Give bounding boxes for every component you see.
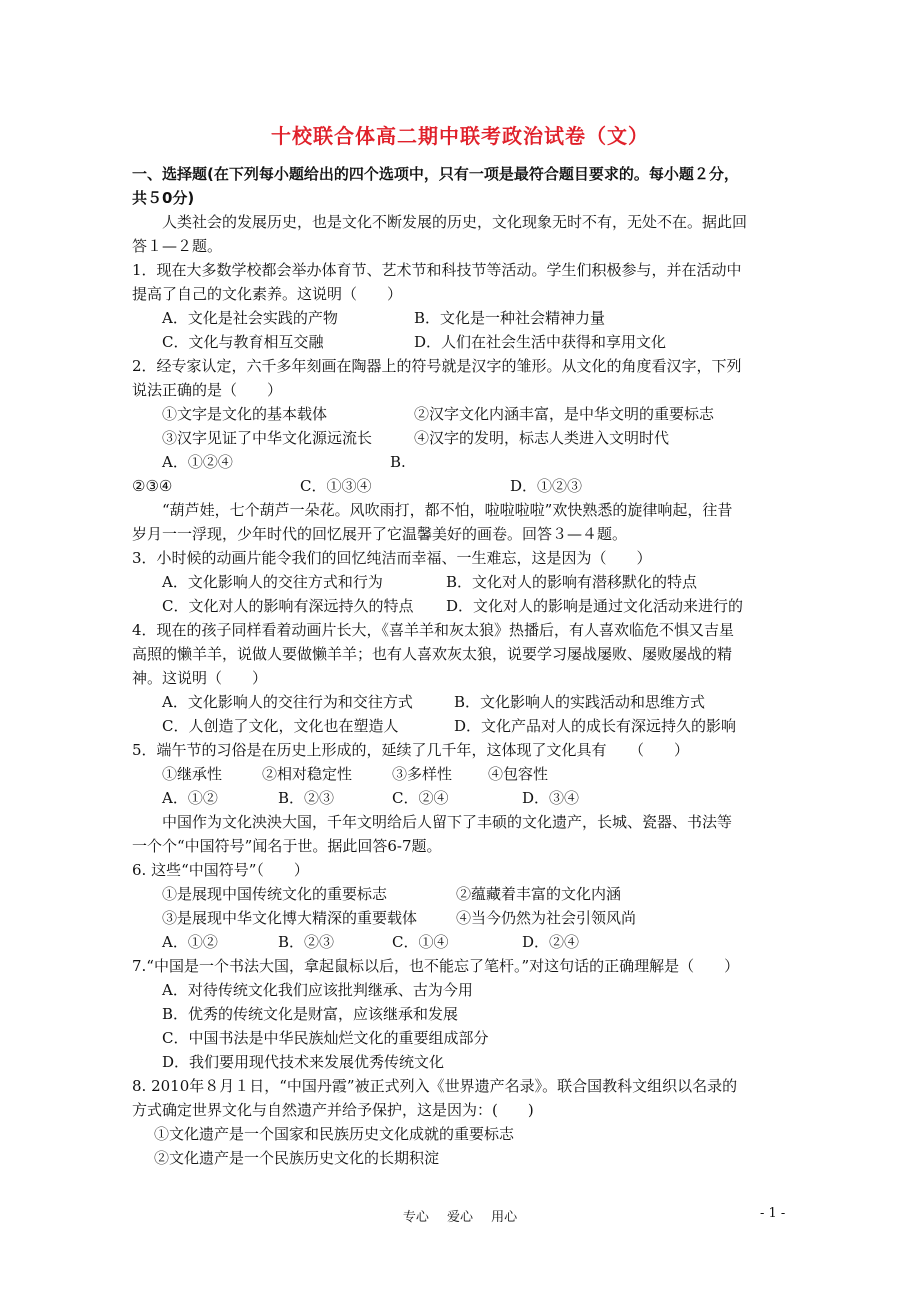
q4-option-a: A．文化影响人的交往行为和交往方式 [162,693,413,711]
q2-option-b-value: ②③④ [132,477,173,495]
q5-option-d: D．③④ [522,789,580,807]
q6-option-d: D．②④ [522,933,580,951]
q7-option-b: B．优秀的传统文化是财富，应该继承和发展 [162,1005,459,1023]
q6-option-a: A．①② [162,933,218,951]
intro-paragraph-3-cont: 一个个“中国符号”闻名于世。据此回答6-7题。 [132,837,442,855]
question-8-cont: 方式确定世界文化与自然遗产并给予保护，这是因为：( ) [132,1101,534,1119]
q7-option-c: C．中国书法是中华民族灿烂文化的重要组成部分 [162,1029,489,1047]
q2-statement-4: ④汉字的发明，标志人类进入文明时代 [414,429,670,447]
q6-statement-2: ②蕴藏着丰富的文化内涵 [456,885,622,903]
q3-option-a: A．文化影响人的交往方式和行为 [162,573,383,591]
q4-option-b: B．文化影响人的实践活动和思维方式 [454,693,706,711]
question-2-cont: 说法正确的是（ ） [132,381,283,399]
question-4-cont: 高照的懒羊羊，说做人要做懒羊羊；也有人喜欢灰太狼，说要学习屡战屡败、屡败屡战的精 [132,645,733,663]
question-4: 4．现在的孩子同样看着动画片长大，《喜羊羊和灰太狼》热播后，有人喜欢临危不惧又吉星 [132,621,735,639]
q6-option-b: B．②③ [278,933,335,951]
q7-option-a: A．对待传统文化我们应该批判继承、古为今用 [162,981,473,999]
q3-option-c: C．文化对人的影响有深远持久的特点 [162,597,414,615]
q1-option-d: D．人们在社会生活中获得和享用文化 [414,333,667,351]
q6-statement-1: ①是展现中国传统文化的重要标志 [162,885,388,903]
q2-option-b: B. [390,453,406,471]
question-2: 2．经专家认定，六千多年刻画在陶器上的符号就是汉字的雏形。从文化的角度看汉字，下列 [132,357,742,375]
question-1: 1．现在大多数学校都会举办体育节、艺术节和科技节等活动。学生们积极参与，并在活动中 [132,261,742,279]
q5-statement-1: ①继承性 [162,765,223,783]
q3-option-b: B．文化对人的影响有潜移默化的特点 [446,573,698,591]
q6-statement-4: ④当今仍然为社会引领风尚 [456,909,637,927]
question-7: 7.“中国是一个书法大国，拿起鼠标以后，也不能忘了笔杆。”对这句话的正确理解是（ ） [132,957,740,975]
q2-option-a: A．①②④ [162,453,233,471]
q6-option-c: C．①④ [392,933,449,951]
q2-statement-1: ①文字是文化的基本载体 [162,405,328,423]
intro-paragraph-2: “葫芦娃，七个葫芦一朵花。风吹雨打，都不怕，啦啦啦啦”欢快熟悉的旋律响起，往昔 [162,501,733,519]
q2-statement-3: ③汉字见证了中华文化源远流长 [162,429,373,447]
footer-motto: 专心 爱心 用心 [402,1210,518,1225]
intro-paragraph-2-cont: 岁月一一浮现，少年时代的回忆展开了它温馨美好的画卷。回答３—４题。 [132,525,628,543]
question-4-cont-2: 神。这说明（ ） [132,669,268,687]
intro-paragraph-cont: 答１—２题。 [132,237,223,255]
section-header-cont: 共５0分) [132,189,195,207]
q5-option-b: B．②③ [278,789,335,807]
section-header: 一、选择题(在下列每小题给出的四个选项中，只有一项是最符合题目要求的。每小题２分， [132,165,739,183]
q7-option-d: D．我们要用现代技术来发展优秀传统文化 [162,1053,445,1071]
q4-option-d: D．文化产品对人的成长有深远持久的影响 [454,717,737,735]
intro-paragraph-3: 中国作为文化泱泱大国，千年文明给后人留下了丰硕的文化遗产，长城、瓷器、书法等 [162,813,733,831]
q5-option-a: A．①② [162,789,218,807]
q8-statement-2: ②文化遗产是一个民族历史文化的长期积淀 [154,1149,440,1167]
page-number: - 1 - [760,1206,786,1221]
q5-statement-4: ④包容性 [488,765,549,783]
q6-statement-3: ③是展现中华文化博大精深的重要载体 [162,909,418,927]
q1-option-c: C．文化与教育相互交融 [162,333,324,351]
q1-option-b: B．文化是一种社会精神力量 [414,309,606,327]
q2-option-c: C．①③④ [300,477,372,495]
question-6: 6. 这些“中国符号”（ ） [132,861,309,879]
question-5: 5．端午节的习俗是在历史上形成的，延续了几千年，这体现了文化具有 （ ） [132,741,690,759]
q2-option-d: D．①②③ [510,477,583,495]
q4-option-c: C．人创造了文化，文化也在塑造人 [162,717,399,735]
question-3: 3．小时候的动画片能令我们的回忆纯洁而幸福、一生难忘，这是因为（ ） [132,549,652,567]
q5-statement-2: ②相对稳定性 [262,765,353,783]
q8-statement-1: ①文化遗产是一个国家和民族历史文化成就的重要标志 [154,1125,515,1143]
question-1-cont: 提高了自己的文化素养。这说明（ ） [132,285,403,303]
q2-statement-2: ②汉字文化内涵丰富，是中华文明的重要标志 [414,405,715,423]
q1-option-a: A．文化是社会实践的产物 [162,309,338,327]
question-8: 8. 2010年８月１日，“中国丹霞”被正式列入《世界遗产名录》。联合国教科文组织以名录的 [132,1077,738,1095]
q3-option-d: D．文化对人的影响是通过文化活动来进行的 [446,597,744,615]
exam-title: 十校联合体高二期中联考政治试卷（文） [271,124,649,148]
q5-option-c: C．②④ [392,789,449,807]
intro-paragraph: 人类社会的发展历史，也是文化不断发展的历史，文化现象无时不有，无处不在。据此回 [162,213,748,231]
q5-statement-3: ③多样性 [392,765,453,783]
